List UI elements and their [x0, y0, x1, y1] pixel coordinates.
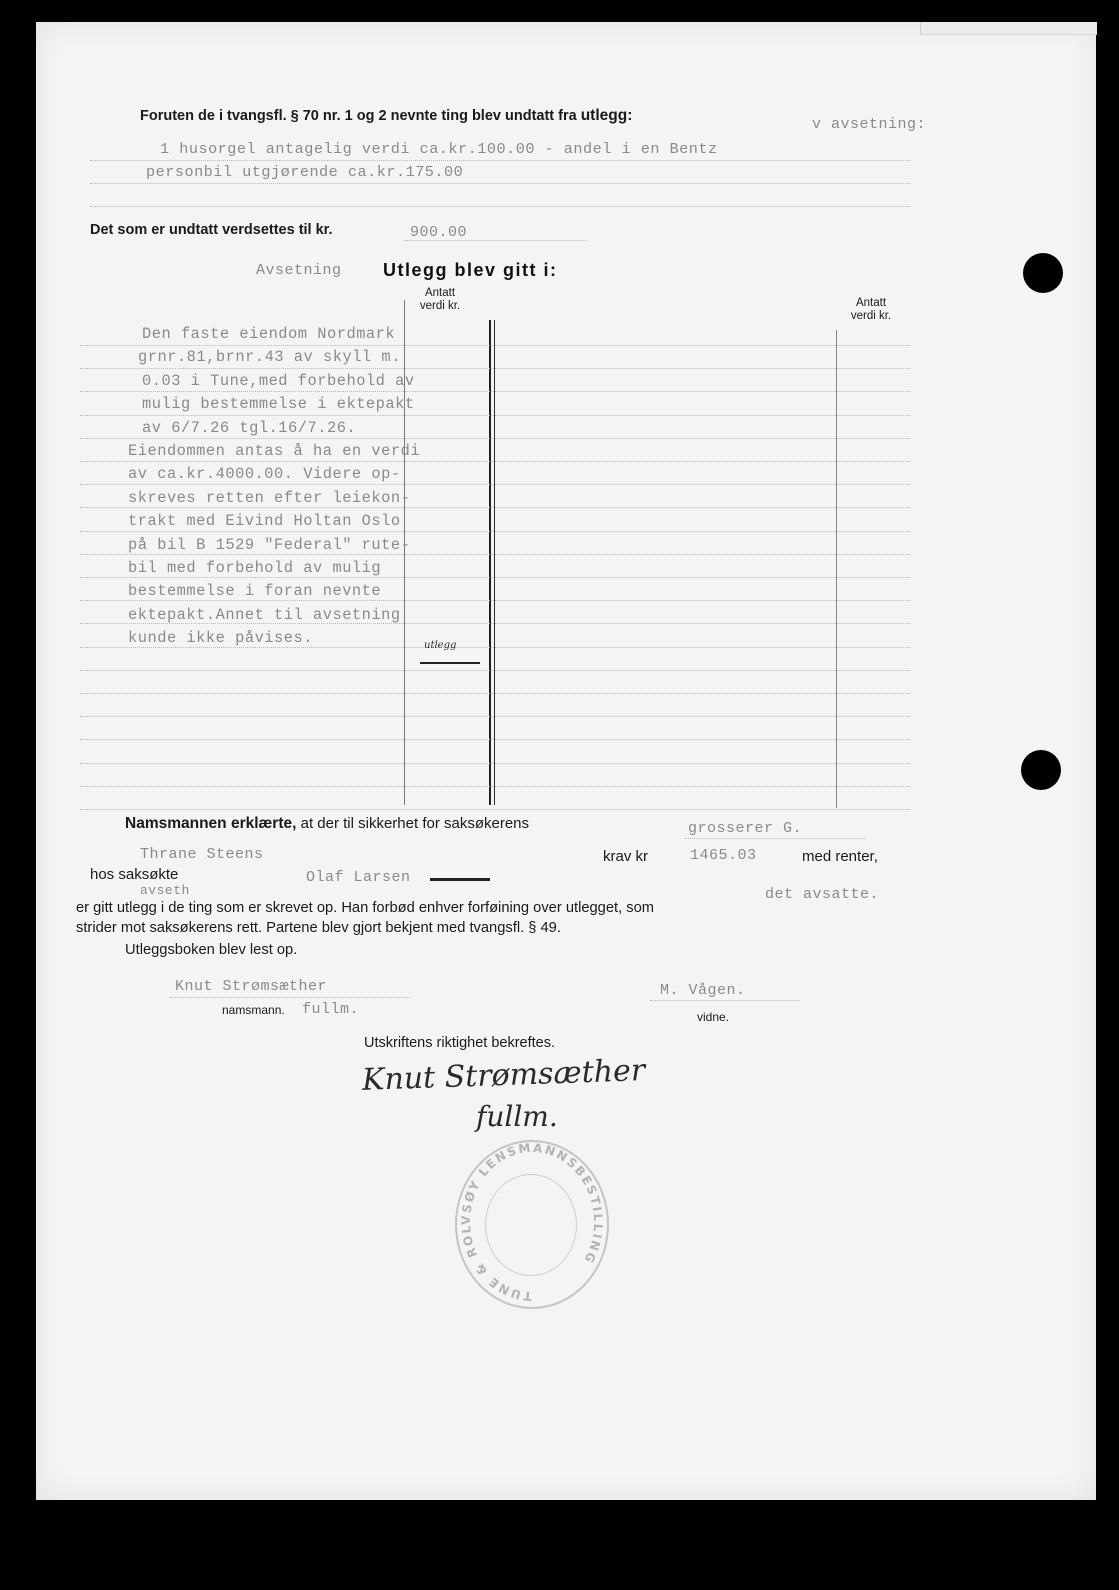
left-column-header [410, 287, 470, 313]
right-header-line-2: verdi kr. [850, 310, 892, 322]
body-line: på bil B 1529 "Federal" rute- [128, 535, 411, 554]
krav-value: 1465.03 [690, 847, 757, 864]
ruled-line [80, 763, 910, 764]
krav-label: krav kr [603, 848, 648, 865]
declaration-line-boken: Utleggsboken blev lest op. [125, 942, 298, 958]
right-column-rule [836, 330, 837, 808]
ruled-line [80, 345, 910, 346]
body-strike [420, 662, 480, 664]
ruled-line [80, 670, 910, 671]
dotted-line [90, 160, 910, 161]
dotted-line [404, 240, 586, 241]
body-line: 0.03 i Tune,med forbehold av [142, 371, 415, 390]
dotted-line [90, 183, 910, 184]
ruled-line [80, 693, 910, 694]
typed-creditor-1: grosserer G. [688, 820, 803, 837]
ruled-line [80, 716, 910, 717]
ruled-line [80, 461, 910, 462]
ruled-line [80, 809, 910, 810]
typed-debtor: Olaf Larsen [306, 869, 411, 886]
vidne-typed: M. Vågen. [660, 982, 746, 999]
ruled-line [80, 438, 910, 439]
declaration-line-er: er gitt utlegg i de ting som er skrevet op. Han forbød enhver forføining over utlegget, som [76, 900, 654, 916]
body-line: Eiendommen antas å ha en verdi [128, 442, 421, 460]
body-line: mulig bestemmelse i ektepakt [142, 395, 415, 414]
body-line: av ca.kr.4000.00. Videre op- [128, 465, 401, 484]
dotted-line [685, 838, 865, 839]
ruled-line [80, 786, 910, 787]
stamp-emblem [485, 1174, 577, 1276]
debtor-strike [430, 878, 490, 881]
ruled-line [80, 554, 910, 555]
declaration-line-strider: strider mot saksøkerens rett. Partene blev gjort bekjent med tvangsfl. § 49. [76, 920, 561, 936]
typed-creditor-2: Thrane Steens [140, 846, 264, 863]
section-heading: Utlegg blev gitt i: [383, 260, 558, 280]
certification-signature: Knut Strømsæther [361, 1053, 646, 1098]
ruled-line [80, 739, 910, 740]
body-line: skreves retten efter leiekon- [128, 488, 411, 507]
namsmann-sub: fullm. [302, 1001, 360, 1018]
left-header-line-1: Antatt [424, 287, 456, 299]
right-header-line-1: Antatt [855, 297, 887, 309]
ruled-line [80, 368, 910, 369]
punch-hole-lower-page [1018, 1550, 1058, 1590]
body-line: grnr.81,brnr.43 av skyll m. [138, 348, 401, 367]
official-stamp [455, 1140, 609, 1309]
body-line: av 6/7.26 tgl.16/7.26. [142, 418, 357, 437]
left-header-line-2: verdi kr. [419, 300, 461, 312]
declaration-text-1: at der til sikkerhet for saksøkerens [300, 815, 530, 832]
body-line: Den faste eiendom Nordmark [142, 325, 396, 343]
typed-det-avsatte: det avsatte. [765, 886, 880, 903]
ruled-line [80, 415, 910, 416]
hos-label: hos saksøkte [90, 866, 179, 883]
value-column-rule [489, 320, 491, 805]
body-line: ektepakt.Annet til avsetning [128, 605, 401, 624]
ruled-line [80, 531, 910, 532]
stamp-text: TUNE & ROLVSØY LENSMANNSBESTILLING [458, 1142, 606, 1304]
certification-text: Utskriftens riktighet bekreftes. [364, 1035, 555, 1051]
body-line: bestemmelse i foran nevnte [128, 582, 382, 601]
renter-label: med renter, [802, 848, 878, 865]
body-line: kunde ikke påvises. [128, 629, 313, 648]
heading-typed-prefix: Avsetning [256, 262, 342, 279]
exempt-typed-line-1: 1 husorgel antagelig verdi ca.kr.100.00 - andel i en Bentz [160, 140, 718, 158]
punch-hole-middle [1021, 750, 1061, 790]
value-column-rule-outer [494, 320, 495, 805]
ruled-line [80, 484, 910, 485]
dotted-line [170, 997, 410, 998]
declaration-line-1 [125, 815, 529, 833]
intro-text [140, 107, 632, 125]
page-fold [920, 22, 1097, 35]
right-column-header [838, 297, 904, 323]
typed-avseth: avseth [140, 883, 190, 898]
intro-label: Foruten de i tvangsfl. § 70 nr. 1 og 2 nevnte ting blev undtatt fra [140, 108, 577, 124]
intro-trail-typed: v avsetning: [812, 116, 927, 133]
dotted-line [90, 206, 910, 207]
ruled-line [80, 507, 910, 508]
declaration-bold: Namsmannen erklærte, [125, 815, 297, 832]
exempt-typed-line-2: personbil utgjørende ca.kr.175.00 [146, 163, 464, 181]
body-line: bil med forbehold av mulig [128, 559, 382, 577]
punch-hole-top [1023, 253, 1063, 293]
body-line: trakt med Eivind Holtan Oslo [128, 512, 401, 531]
body-annotation: utlegg [424, 640, 457, 651]
vidne-label: vidne. [697, 1010, 730, 1024]
namsmann-typed: Knut Strømsæther [175, 978, 328, 995]
ruled-line [80, 391, 910, 392]
intro-bold-word: utlegg: [580, 107, 633, 124]
exempt-value: 900.00 [410, 224, 468, 241]
dotted-line [650, 1000, 800, 1001]
namsmann-label: namsmann. [222, 1003, 285, 1017]
ruled-line [80, 577, 910, 578]
certification-signature-sub: fullm. [476, 1100, 558, 1133]
exempt-label: Det som er undtatt verdsettes til kr. [90, 222, 333, 238]
